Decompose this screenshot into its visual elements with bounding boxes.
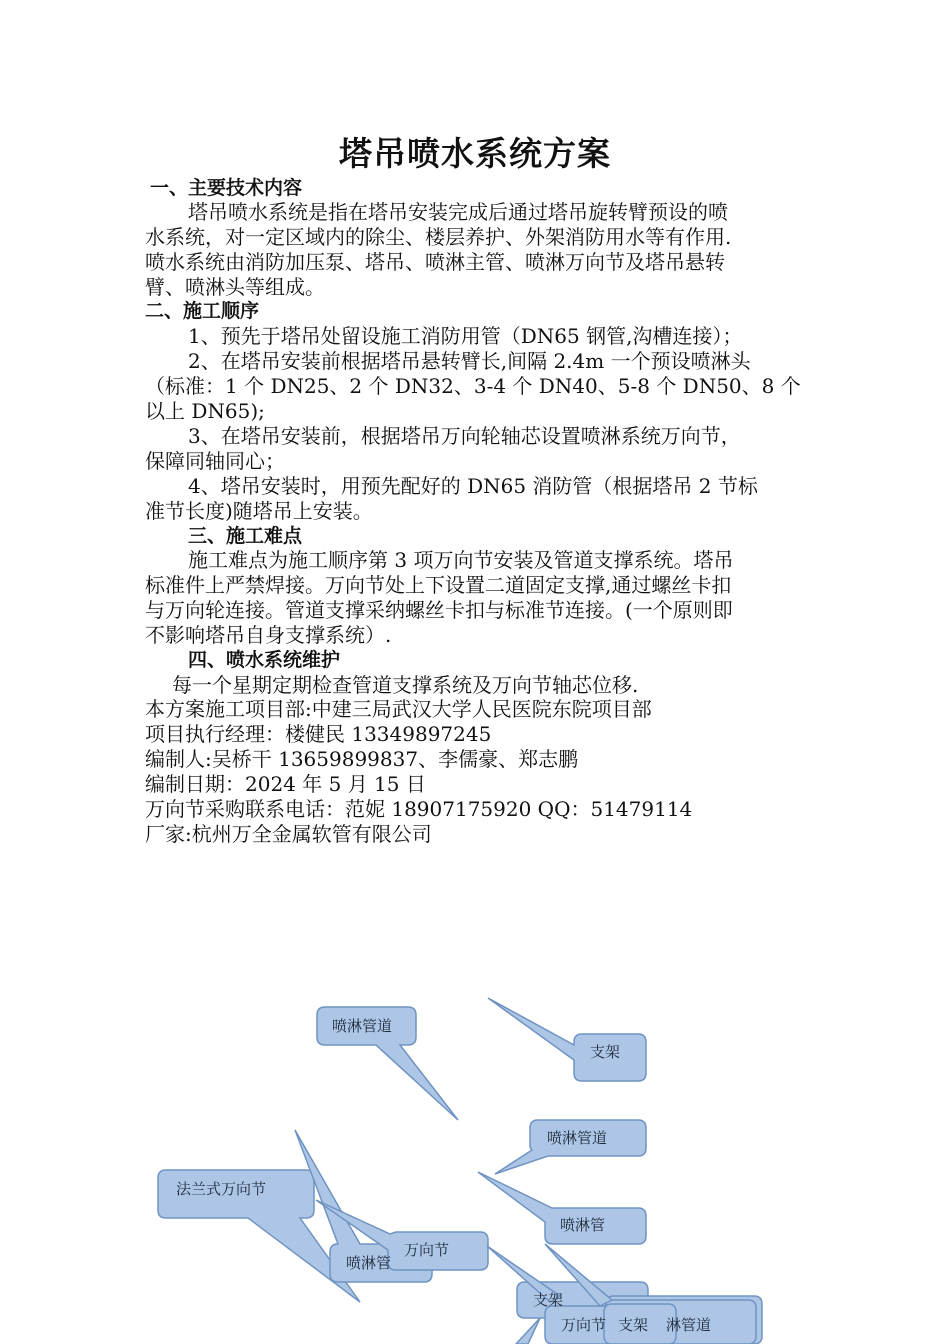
- section-1-line-1: 塔吊喷水系统是指在塔吊安装完成后通过塔吊旋转臂预设的喷: [188, 200, 728, 224]
- callout-label-9: 支架: [618, 1316, 649, 1334]
- section-2-line-3: （标准：1 个 DN25、2 个 DN32、3-4 个 DN40、5-8 个 DN50、8 个: [145, 374, 801, 398]
- callout-label-3: 法兰式万向节: [176, 1180, 267, 1198]
- callout-label-10: 淋管道: [666, 1316, 712, 1334]
- section-3-line-3: 与万向轮连接。管道支撑采纳螺丝卡扣与标准节连接。(一个原则即: [145, 598, 733, 622]
- callout-label-4: 喷淋管: [560, 1216, 606, 1234]
- callout-label-5: 喷淋管: [346, 1254, 392, 1272]
- section-2-line-5: 3、在塔吊安装前，根据塔吊万向轮轴芯设置喷淋系统万向节，: [188, 424, 741, 448]
- callout-shape-1: [488, 998, 646, 1081]
- section-heading-3: 三、施工难点: [188, 525, 303, 547]
- callout-label-7: 支架: [533, 1291, 564, 1309]
- section-1-line-2: 水系统，对一定区域内的除尘、楼层养护、外架消防用水等有作用.: [145, 225, 732, 249]
- section-2-line-8: 准节长度)随塔吊上安装。: [145, 499, 373, 523]
- callout-pointer-c: [516, 1318, 540, 1344]
- contact-info: 万向节采购联系电话：范妮 18907175920 QQ：51479114: [145, 797, 693, 821]
- section-1-line-3: 喷水系统由消防加压泵、塔吊、喷淋主管、喷淋万向节及塔吊悬转: [145, 250, 725, 274]
- project-info: 本方案施工项目部:中建三局武汉大学人民医院东院项目部: [145, 697, 652, 721]
- vendor-info: 厂家:杭州万全金属软管有限公司: [145, 822, 432, 846]
- section-2-line-1: 1、预先于塔吊处留设施工消防用管（DN65 钢管,沟槽连接）；: [188, 324, 743, 348]
- section-2-line-4: 以上 DN65);: [145, 399, 265, 423]
- section-3-line-2: 标准件上严禁焊接。万向节处上下设置二道固定支撑,通过螺丝卡扣: [145, 573, 732, 597]
- date-info: 编制日期：2024 年 5 月 15 日: [145, 772, 426, 796]
- manager-info: 项目执行经理：楼健民 13349897245: [145, 722, 492, 746]
- authors-info: 编制人:吴桥干 13659899837、李儒豪、郑志鹏: [145, 747, 579, 771]
- callout-label-0: 喷淋管道: [332, 1017, 393, 1035]
- section-3-line-4: 不影响塔吊自身支撑系统）.: [145, 623, 392, 647]
- section-2-line-6: 保障同轴同心；: [145, 449, 285, 473]
- section-heading-1: 一、主要技术内容: [150, 177, 303, 199]
- section-2-line-7: 4、塔吊安装时，用预先配好的 DN65 消防管（根据塔吊 2 节标: [188, 474, 758, 498]
- callout-label-6: 万向节: [404, 1241, 450, 1259]
- section-heading-4: 四、喷水系统维护: [188, 649, 341, 671]
- callout-label-2: 喷淋管道: [547, 1129, 608, 1147]
- document-title: 塔吊喷水系统方案: [339, 134, 611, 173]
- section-2-line-2: 2、在塔吊安装前根据塔吊悬转臂长,间隔 2.4m 一个预设喷淋头: [188, 349, 751, 373]
- callout-label-8: 万向节: [561, 1316, 607, 1334]
- callout-label-1: 支架: [590, 1043, 621, 1061]
- section-4-line-1: 每一个星期定期检查管道支撑系统及万向节轴芯位移.: [172, 673, 639, 697]
- section-3-line-1: 施工难点为施工顺序第 3 项万向节安装及管道支撑系统。塔吊: [188, 548, 734, 572]
- section-heading-2: 二、施工顺序: [145, 300, 260, 322]
- section-1-line-4: 臂、喷淋头等组成。: [145, 275, 325, 299]
